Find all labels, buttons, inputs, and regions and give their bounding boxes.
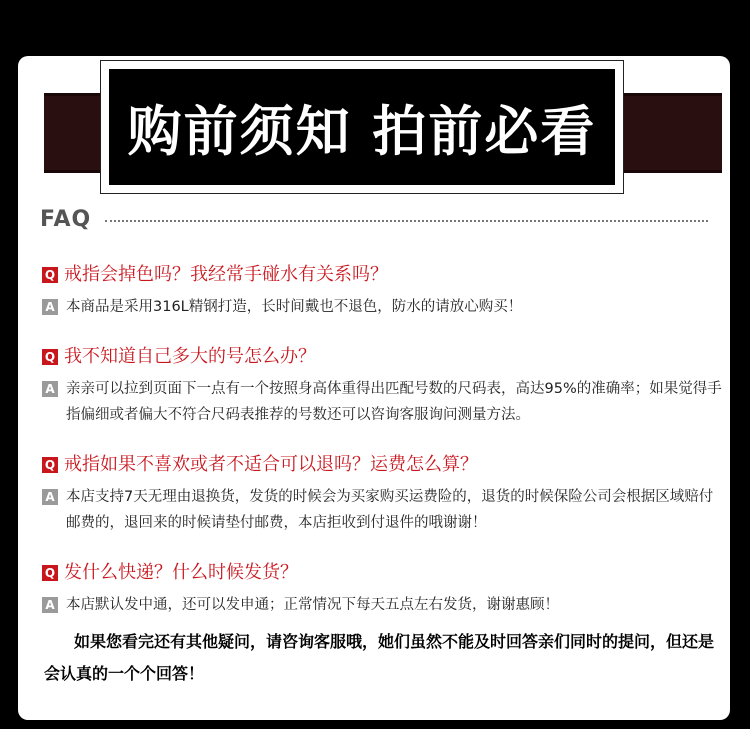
banner-inner xyxy=(109,69,615,185)
notice-card xyxy=(18,56,730,720)
answer-text: 亲亲可以拉到页面下一点有一个按照身高体重得出匹配号数的尺码表，高达95%的准确率；如果觉得手指偏细或者偏大不符合尺码表推荐的号数还可以咨询客服询问测量方法。 xyxy=(66,381,722,423)
faq-item xyxy=(42,560,722,618)
faq-item xyxy=(42,452,722,536)
answer-icon: A xyxy=(42,597,58,613)
faq-item xyxy=(42,344,722,428)
faq-label: FAQ xyxy=(40,206,92,232)
question-row xyxy=(42,344,722,370)
answer-row xyxy=(42,592,722,618)
question-text: 我不知道自己多大的号怎么办？ xyxy=(64,346,316,367)
answer-text: 本店支持7天无理由退换货，发货的时候会为买家购买运费险的，退货的时候保险公司会根据区域赔付邮费的，退回来的时候请垫付邮费，本店拒收到付退件的哦谢谢！ xyxy=(66,489,714,531)
question-row xyxy=(42,262,722,288)
answer-icon: A xyxy=(42,381,58,397)
question-icon: Q xyxy=(42,457,58,473)
answer-icon: A xyxy=(42,489,58,505)
answer-row xyxy=(42,484,722,536)
question-icon: Q xyxy=(42,349,58,365)
banner-title: 购前须知 拍前必看 xyxy=(127,99,597,163)
banner xyxy=(100,60,624,194)
answer-icon: A xyxy=(42,299,58,315)
faq-heading xyxy=(40,204,708,234)
faq-item xyxy=(42,262,722,320)
question-row xyxy=(42,452,722,478)
closing-note: 如果您看完还有其他疑问，请咨询客服哦，她们虽然不能及时回答亲们同时的提问，但还是会认真的一个个回答！ xyxy=(44,632,715,683)
question-text: 戒指会掉色吗？我经常手碰水有关系吗？ xyxy=(64,264,388,285)
answer-text: 本商品是采用316L精钢打造，长时间戴也不退色，防水的请放心购买！ xyxy=(66,299,523,315)
answer-text: 本店默认发中通，还可以发申通；正常情况下每天五点左右发货，谢谢惠顾！ xyxy=(66,597,559,613)
answer-row xyxy=(42,376,722,428)
answer-row xyxy=(42,294,722,320)
faq-divider xyxy=(105,220,708,222)
question-icon: Q xyxy=(42,267,58,283)
question-row xyxy=(42,560,722,586)
question-text: 发什么快递？什么时候发货？ xyxy=(64,562,298,583)
question-text: 戒指如果不喜欢或者不适合可以退吗？运费怎么算？ xyxy=(64,454,478,475)
question-icon: Q xyxy=(42,565,58,581)
